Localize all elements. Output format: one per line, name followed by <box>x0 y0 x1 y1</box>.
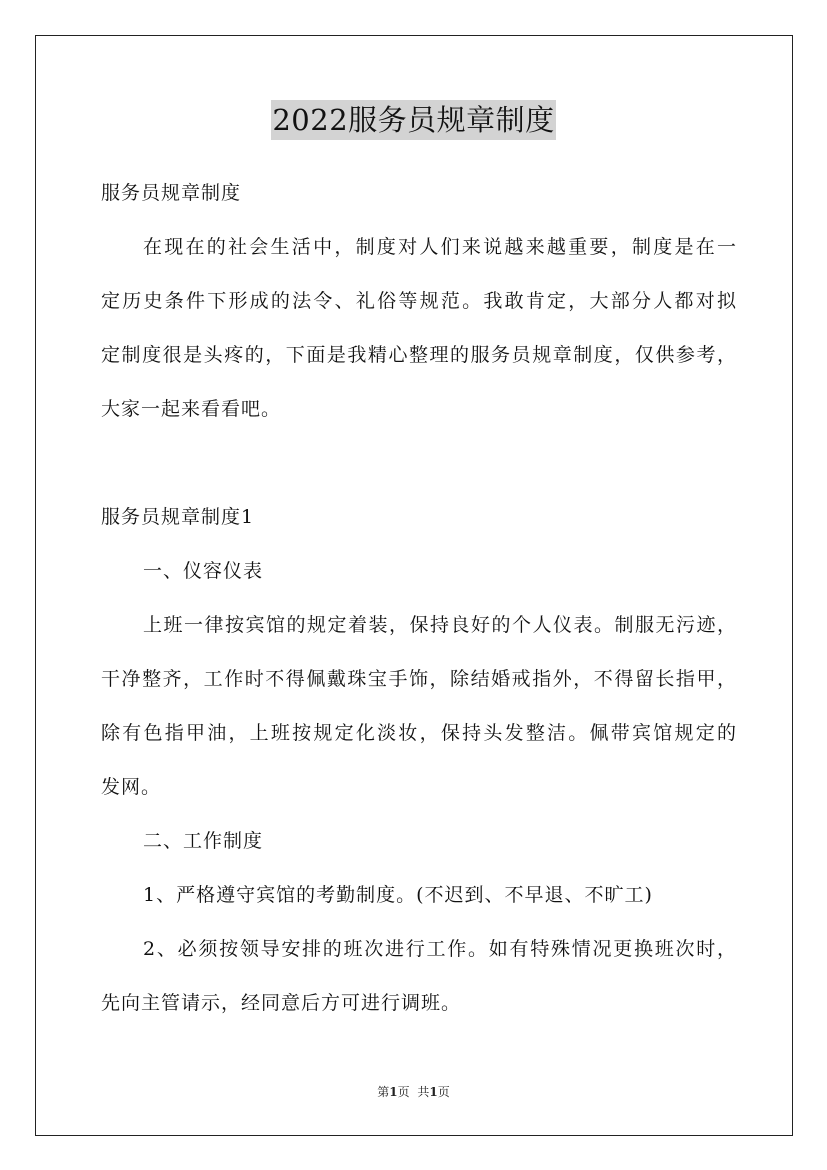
blank-line <box>101 442 737 496</box>
section-heading: 服务员规章制度 <box>101 182 242 204</box>
paragraph-line: 大家一起来看看吧。 <box>101 398 282 420</box>
total-pages: 1 <box>429 1085 438 1099</box>
section-heading: 服务员规章制度1 <box>101 506 255 528</box>
page-suffix: 页 <box>397 1085 410 1099</box>
paragraph-line: 除有色指甲油，上班按规定化淡妆，保持头发整洁。佩带宾馆规定的 <box>101 722 737 744</box>
list-item: 1、严格遵守宾馆的考勤制度。(不迟到、不早退、不旷工) <box>143 884 653 906</box>
paragraph-line: 上班一律按宾馆的规定着装，保持良好的个人仪表。制服无污迹， <box>143 614 737 636</box>
page-footer <box>0 1083 827 1100</box>
subsection-heading: 二、工作制度 <box>143 830 264 852</box>
document-body <box>101 172 737 1036</box>
list-item-continuation: 先向主管请示，经同意后方可进行调班。 <box>101 992 462 1014</box>
subsection-heading: 一、仪容仪表 <box>143 560 264 582</box>
page-prefix: 第 <box>377 1085 390 1099</box>
title-container <box>0 100 827 140</box>
total-prefix: 共 <box>417 1085 430 1099</box>
paragraph-line: 干净整齐，工作时不得佩戴珠宝手饰，除结婚戒指外，不得留长指甲， <box>101 668 737 690</box>
total-suffix: 页 <box>437 1085 450 1099</box>
paragraph-line: 定制度很是头疼的，下面是我精心整理的服务员规章制度，仅供参考， <box>101 344 737 366</box>
paragraph-line: 发网。 <box>101 776 162 798</box>
document-title: 2022服务员规章制度 <box>271 100 555 140</box>
paragraph-line: 在现在的社会生活中，制度对人们来说越来越重要，制度是在一 <box>143 236 737 258</box>
list-item: 2、必须按领导安排的班次进行工作。如有特殊情况更换班次时， <box>143 938 737 960</box>
paragraph-line: 定历史条件下形成的法令、礼俗等规范。我敢肯定，大部分人都对拟 <box>101 290 737 312</box>
page-number: 1 <box>389 1085 398 1099</box>
